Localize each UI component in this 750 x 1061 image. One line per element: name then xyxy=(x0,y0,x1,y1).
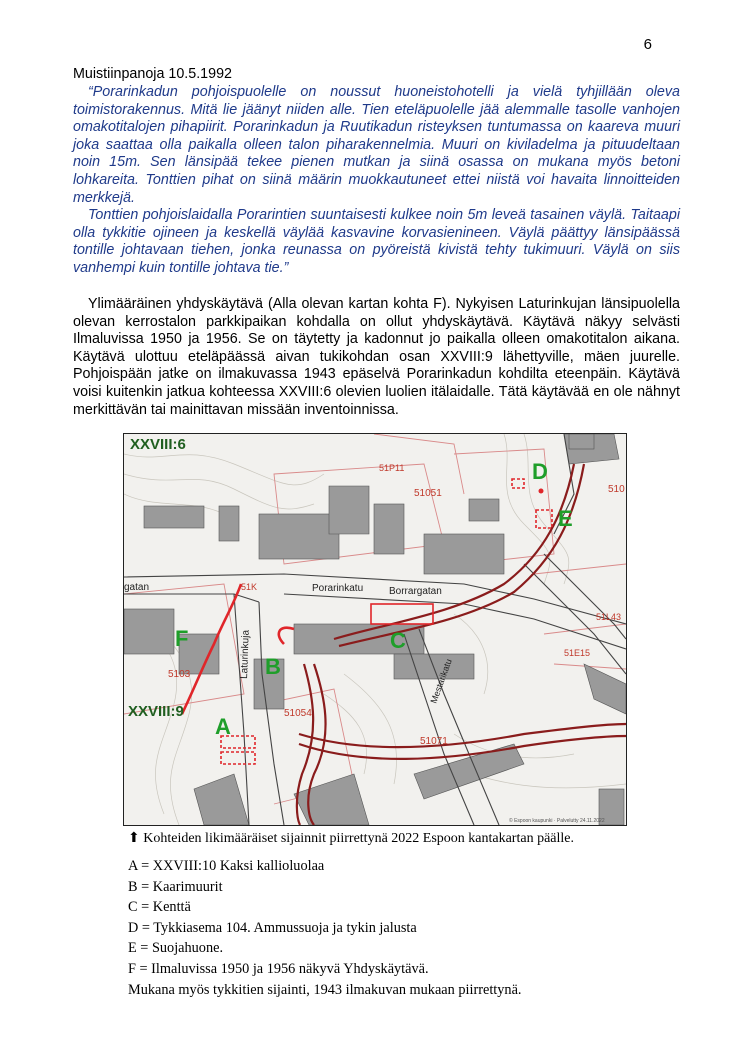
body-text xyxy=(73,296,680,419)
parcel-label-51k: 51K xyxy=(241,582,258,592)
zone-label-xxviii-6: XXVIII:6 xyxy=(130,436,186,453)
legend-item-c: C = Kenttä xyxy=(128,899,191,916)
legend-item-a: A = XXVIII:10 Kaksi kallioluolaa xyxy=(128,858,325,874)
site-label-f: F xyxy=(175,626,189,651)
parcel-label-51p11: 51P11 xyxy=(379,463,405,473)
parcel-label-510: 510 xyxy=(608,484,625,495)
parcel-label-51051: 51051 xyxy=(414,488,442,499)
gun-position-marker xyxy=(539,489,544,494)
legend-item-f: F = Ilmaluvissa 1950 ja 1956 näkyvä Yhdyskäytävä. xyxy=(128,960,429,977)
page-number: 6 xyxy=(643,36,652,53)
parcel-label-5103: 5103 xyxy=(168,669,191,680)
parcel-label-51054: 51054 xyxy=(284,708,312,719)
map-drawing xyxy=(124,434,626,825)
site-label-d: D xyxy=(532,459,548,484)
legend-item-d: D = Tykkiasema 104. Ammussuoja ja tykin jalusta xyxy=(128,919,417,936)
up-arrow-icon: ⬆ xyxy=(128,831,140,846)
map-caption xyxy=(128,830,574,847)
quote-block xyxy=(73,84,680,278)
notes-heading: Muistiinpanoja 10.5.1992 xyxy=(73,66,232,82)
parcel-label-51e15: 51E15 xyxy=(564,648,591,658)
site-label-c: C xyxy=(390,628,406,653)
site-label-e: E xyxy=(558,506,573,531)
legend-note: Mukana myös tykkitien sijainti, 1943 ilmakuvan mukaan piirrettynä. xyxy=(128,981,522,998)
map-copyright: © Espoon kaupunki · Palvelutty 24.11.2022 xyxy=(509,818,605,824)
site-label-a: A xyxy=(215,714,231,739)
quote-paragraph-1: “Porarinkadun pohjoispuolelle on noussut huoneistohotelli ja vielä tyhjillään oleva toimistorakennus. Mitä lie jäänyt niiden alle. Tien eteläpuolelle jää alemmalle tasolle vanhojen omakotitalojen pihapiirit. Porarinkadun ja Ruutikadun risteyksen tuntumassa on kaareva muuri joka saattaa olla paikalla olleen talon piharakennelmia. Muuri on kiviladelma ja pituudeltaan noin 15m. Sen länsipää tekee pienen mutkan ja siinä osassa on mukana myös betoni lohkareita. Tonttien pihat on siinä määrin muokkautuneet ettei niistä voi havaita linnoitteiden merkkejä. xyxy=(73,84,680,206)
site-label-b: B xyxy=(265,654,281,679)
site-map xyxy=(123,433,627,826)
legend-item-e: E = Suojahuone. xyxy=(128,940,224,957)
caption-text: Kohteiden likimääräiset sijainnit piirrettynä 2022 Espoon kantakartan päälle. xyxy=(143,831,574,846)
body-paragraph: Ylimääräinen yhdyskäytävä (Alla olevan kartan kohta F). Nykyisen Laturinkujan länsipuolella olevan kerrostalon parkkipaikan kohdalla on ollut yhdyskäytävä. Käytävä näkyy selvästi Ilmaluvissa 1950 ja 1956. Se on täytetty ja kadonnut jo paikalla olleen omakotitalon aikana. Käytävä ulottuu eteläpäässä aivan tukikohdan osan XXVIII:9 lähettyville, mäen juurelle. Pohjoispään jatke on ilmakuvassa 1943 epäselvä Porarinkadun kohdilta eteenpäin. Käytävä voisi kuitenkin jatkua kohteessa XXVIII:6 olevien luolien itälaidalle. Tätä käytävää en ole nähnyt merkittävän tai mainittavan missään inventoinnissa. xyxy=(73,296,680,418)
quote-paragraph-2: Tonttien pohjoislaidalla Porarintien suuntaisesti kulkee noin 5m leveä tasainen väylä. Taitaapi olla tykkitie ojineen ja keskellä väylää kasvavine korvasienineen. Väylä päättyy länsipäässä tontille johtavaan tiehen, jonka reunassa on pyöreistä kivistä tehty tukimuuri. Väylä on siis vanhempi kuin tontille johtava tie.” xyxy=(73,207,680,276)
street-label-mestarikatu: Mestarikatu xyxy=(428,657,454,705)
legend-item-b: B = Kaarimuurit xyxy=(128,878,223,895)
zone-label-xxviii-9: XXVIII:9 xyxy=(128,703,184,720)
parcel-label-51071: 51071 xyxy=(420,736,448,747)
street-label-laturinkuja: Laturinkuja xyxy=(239,629,252,680)
street-label-porarinkatu: Porarinkatu xyxy=(312,583,364,594)
parcel-label-51l43: 51L43 xyxy=(596,612,622,622)
street-label-gatan: gatan xyxy=(124,582,150,593)
map-legend xyxy=(128,856,522,1000)
street-label-borrargatan: Borrargatan xyxy=(389,586,442,597)
